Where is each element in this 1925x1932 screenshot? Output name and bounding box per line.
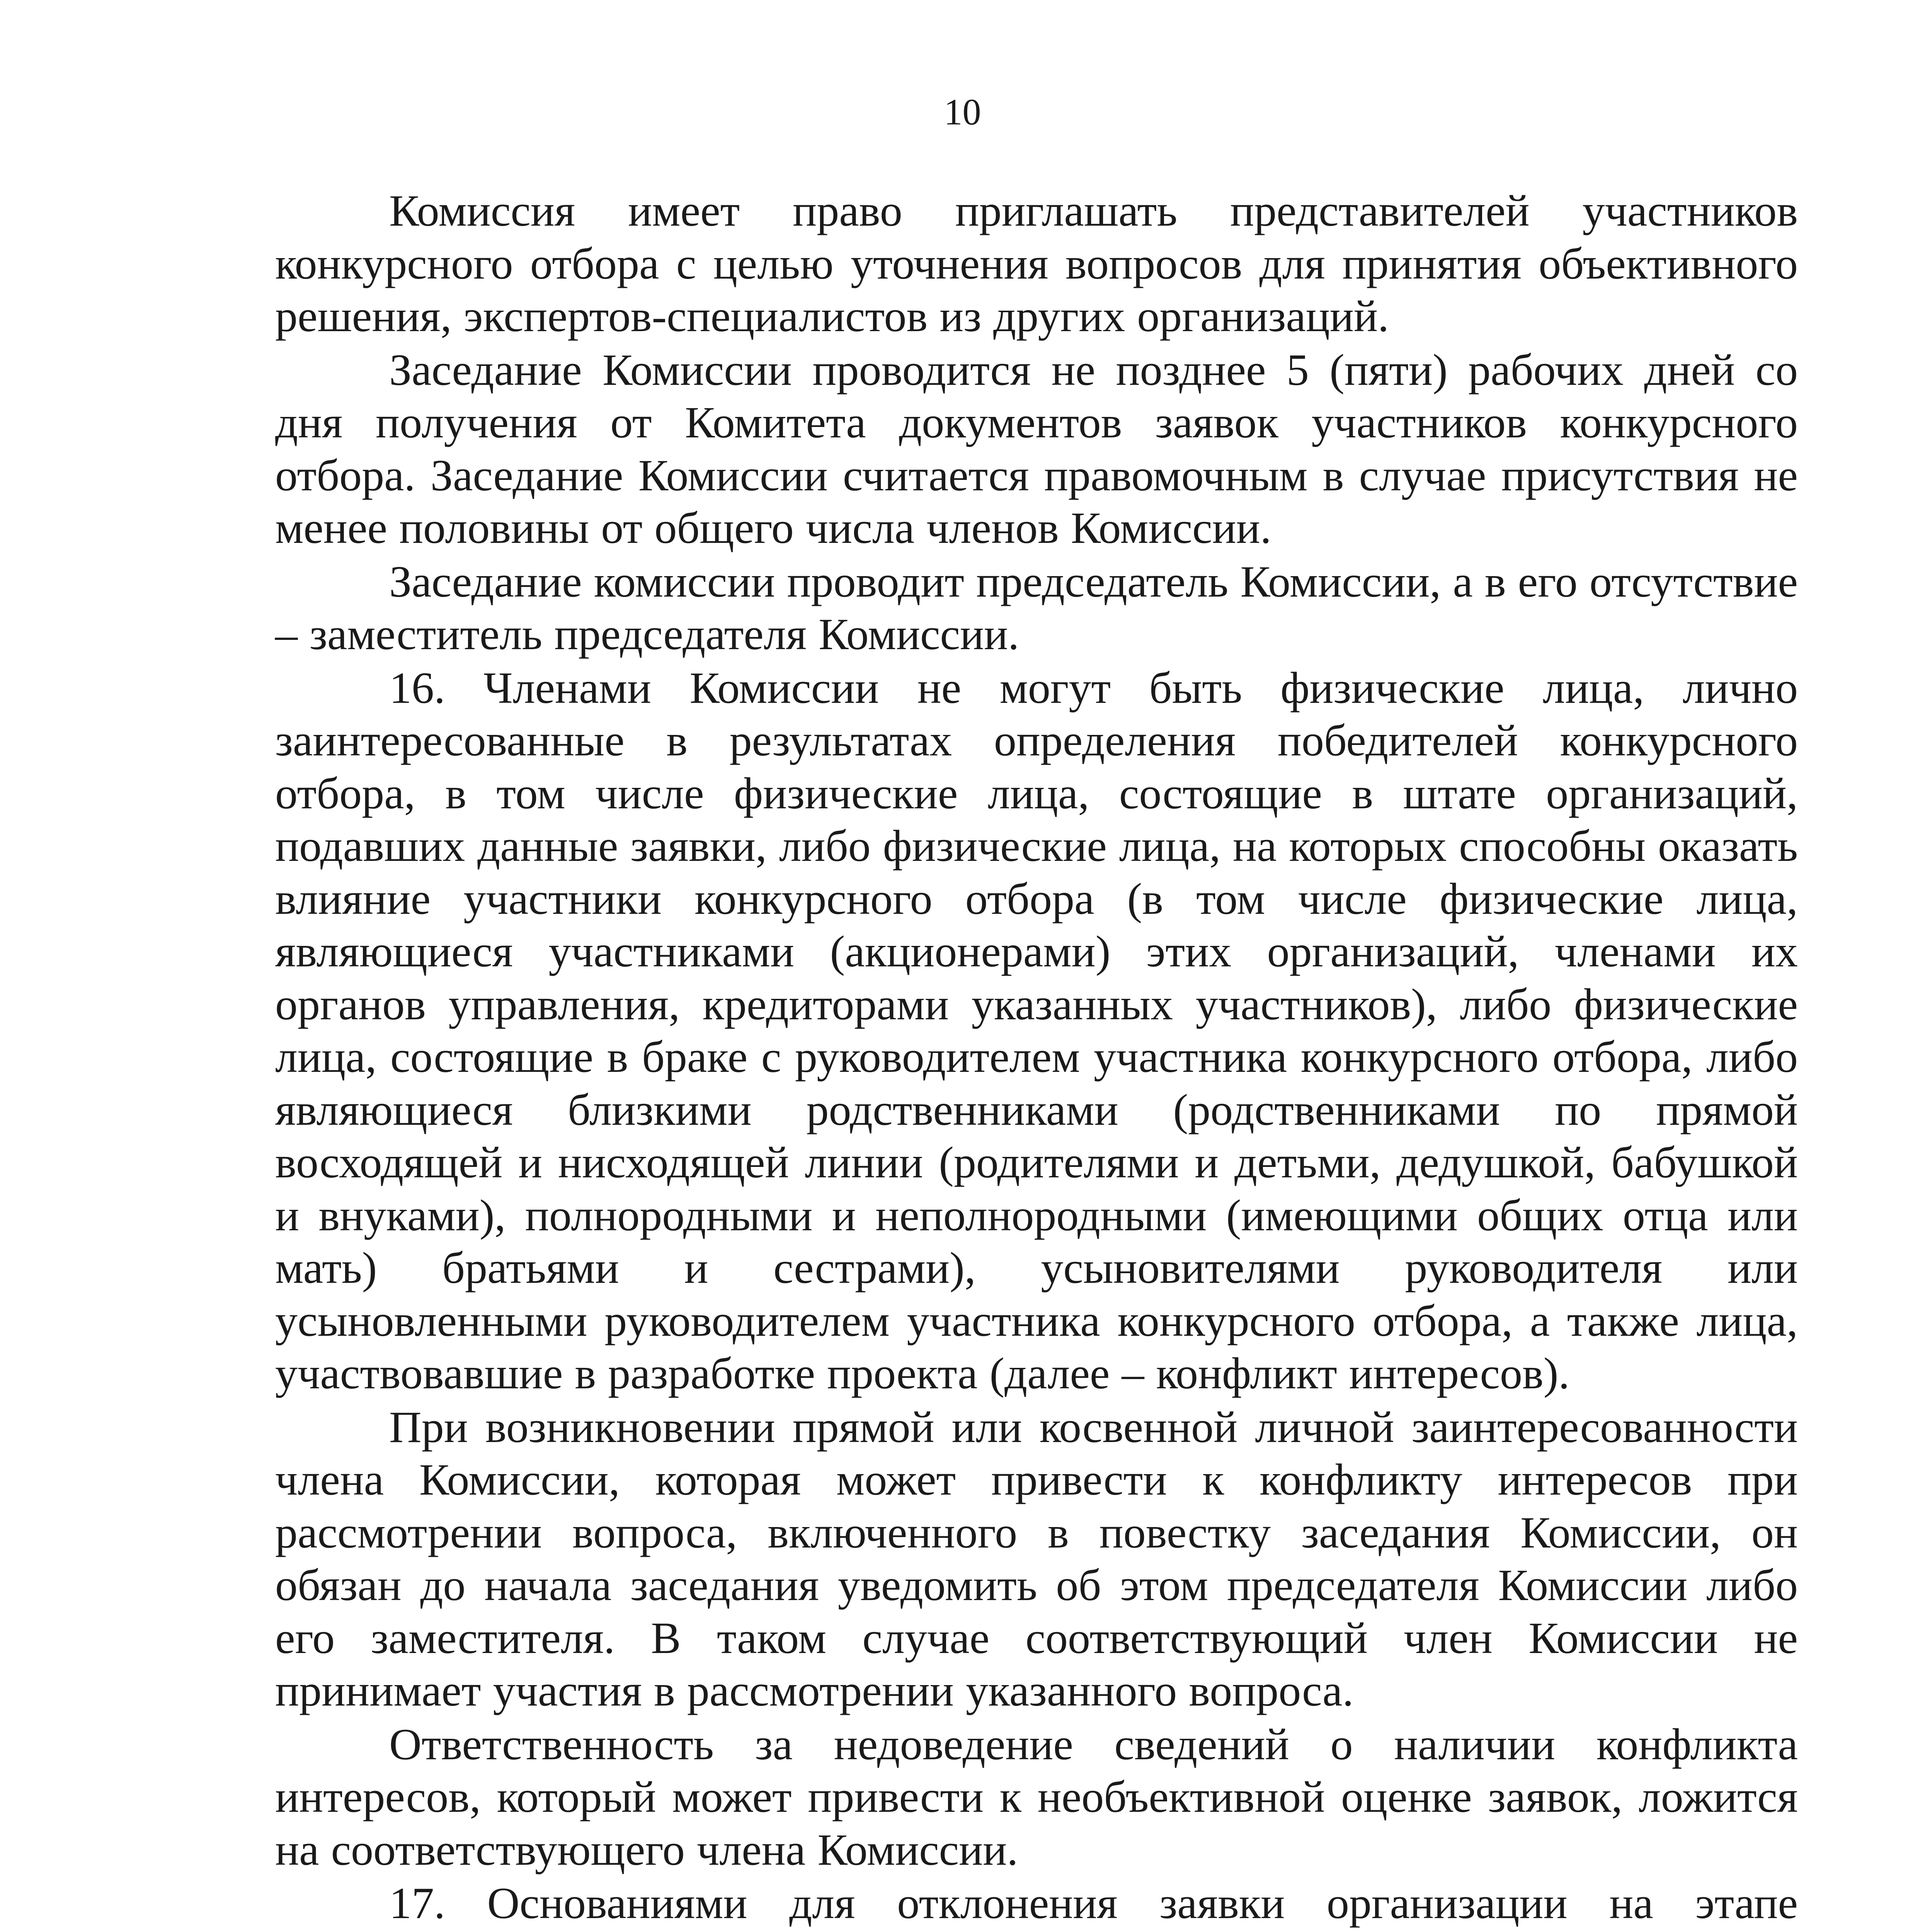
document-body xyxy=(275,185,1798,1932)
paragraph-17-rejection-grounds: 17. Основаниями для отклонения заявки организации на этапе xyxy=(389,1879,1798,1928)
paragraph-commission-invite: Комиссия имеет право приглашать представителей участников конкурсного отбора с целью уточнения вопросов для принятия объективного решения, экспертов-специалистов из других организаций. xyxy=(275,186,1798,341)
page-number: 10 xyxy=(944,91,981,133)
paragraph-conflict-responsibility: Ответственность за недоведение сведений о наличии конфликта интересов, который может привести к необъективной оценке заявок, ложится на соответствующего члена Комиссии. xyxy=(275,1719,1798,1875)
paragraph-conflict-notification: При возникновении прямой или косвенной личной заинтересованности члена Комиссии, которая может привести к конфликту интересов при рассмотрении вопроса, включенного в повестку заседания Комиссии, он обязан до начала заседания уведомить об этом председателя Комиссии либо его заместителя. В таком случае соответствующий член Комиссии не принимает участия в рассмотрении указанного вопроса. xyxy=(275,1402,1798,1716)
paragraph-16-conflict-definition: 16. Членами Комиссии не могут быть физические лица, лично заинтересованные в результатах определения победителей конкурсного отбора, в том числе физические лица, состоящие в штате организаций, подавших данные заявки, либо физические лица, на которых способны оказать влияние участники конкурсного отбора (в том числе физические лица, являющиеся участниками (акционерами) этих организаций, членами их органов управления, кредиторами указанных участников), либо физические лица, состоящие в браке с руководителем участника конкурсного отбора, либо являющиеся близкими родственниками (родственниками по прямой восходящей и нисходящей линии (родителями и детьми, дедушкой, бабушкой и внуками), полнородными и неполнородными (имеющими общих отца или мать) братьями и сестрами), усыновителями руководителя или усыновленными руководителем участника конкурсного отбора, а также лица, участвовавшие в разработке проекта (далее – конфликт интересов). xyxy=(275,663,1798,1398)
paragraph-meeting-chair: Заседание комиссии проводит председатель Комиссии, а в его отсутствие – заместитель председателя Комиссии. xyxy=(275,557,1798,659)
paragraph-meeting-schedule: Заседание Комиссии проводится не позднее 5 (пяти) рабочих дней со дня получения от Комитета документов заявок участников конкурсного отбора. Заседание Комиссии считается правомочным в случае присутствия не менее половины от общего числа членов Комиссии. xyxy=(275,345,1798,553)
